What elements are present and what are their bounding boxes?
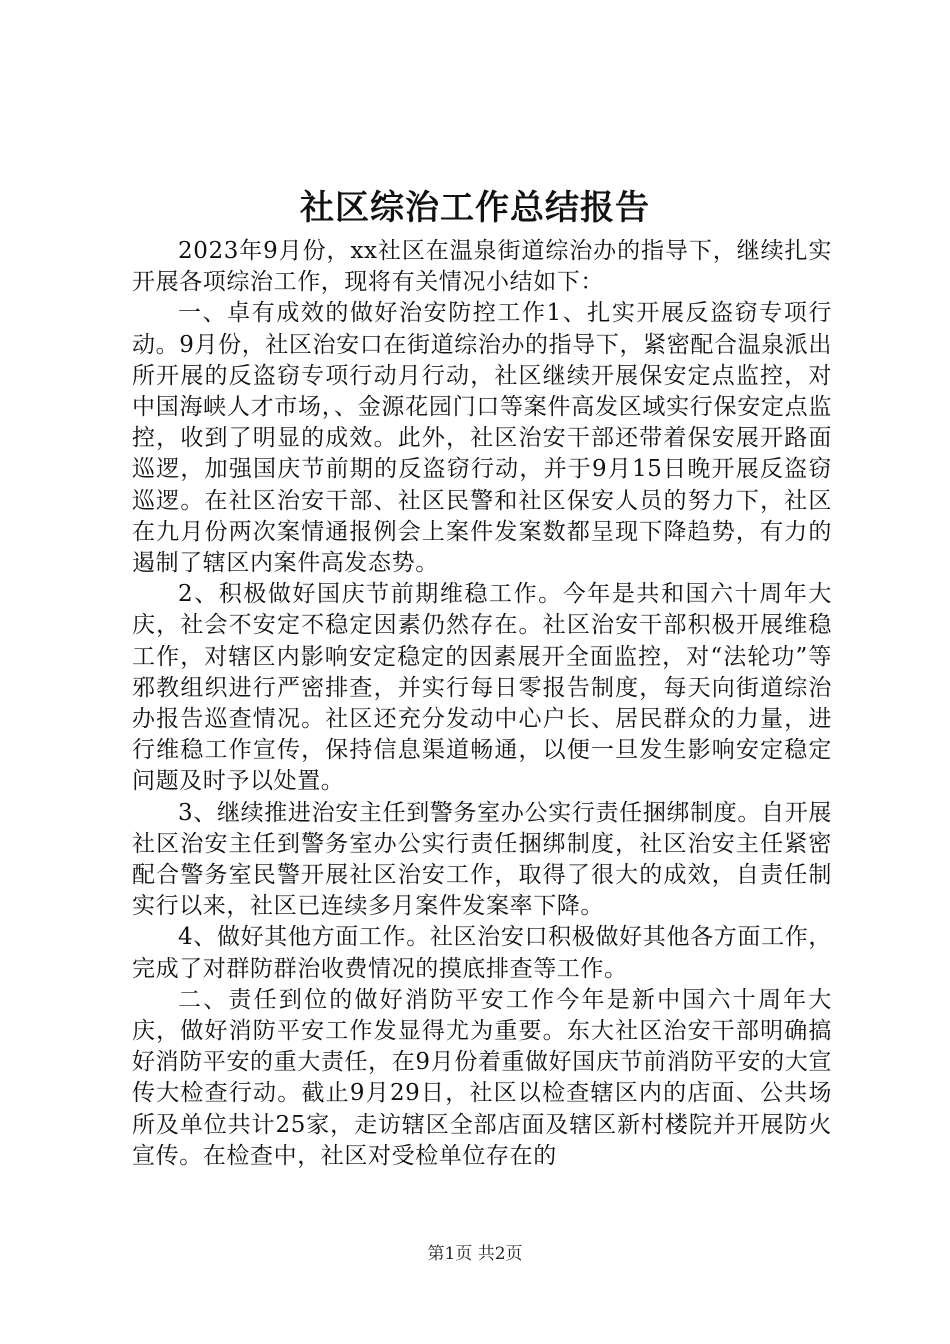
paragraph-section-2: 二、责任到位的做好消防平安工作今年是新中国六十周年大庆，做好消防平安工作发显得尤为重要。东大社区治安干部明确搞好消防平安的重大责任，在9月份着重做好国庆节前消防平安的大宣传大检查行动。截止9月29日，社区以检查辖区内的店面、公共场所及单位共计25家，走访辖区全部店面及辖区新村楼院并开展防火宣传。在检查中，社区对受检单位存在的 <box>132 986 832 1169</box>
paragraph-intro: 2023年9月份，xx社区在温泉街道综治办的指导下，继续扎实开展各项综治工作，现将有关情况小结如下： <box>132 238 832 296</box>
paragraph-item-2: 2、积极做好国庆节前期维稳工作。今年是共和国六十周年大庆，社会不安定不稳定因素仍然存在。社区治安干部积极开展维稳工作，对辖区内影响安定稳定的因素展开全面监控，对“法轮功”等邪教组织进行严密排查，并实行每日零报告制度，每天向街道综治办报告巡查情况。社区还充分发动中心户长、居民群众的力量，进行维稳工作宣传，保持信息渠道畅通，以便一旦发生影响安定稳定问题及时予以处置。 <box>132 581 832 795</box>
document-title: 社区综治工作总结报告 <box>300 188 650 228</box>
paragraph-item-3: 3、继续推进治安主任到警务室办公实行责任捆绑制度。自开展社区治安主任到警务室办公实行责任捆绑制度，社区治安主任紧密配合警务室民警开展社区治安工作，取得了很大的成效，自责任制实行以来，社区已连续多月案件发案率下降。 <box>132 799 832 920</box>
paragraph-item-4: 4、做好其他方面工作。社区治安口积极做好其他各方面工作，完成了对群防群治收费情况的摸底排查等工作。 <box>132 924 832 982</box>
document-body <box>132 236 832 1172</box>
paragraph-section-1: 一、卓有成效的做好治安防控工作1、扎实开展反盗窃专项行动。9月份，社区治安口在街道综治办的指导下，紧密配合温泉派出所开展的反盗窃专项行动月行动，社区继续开展保安定点监控，对中国海峡人才市场，、金源花园门口等案件高发区域实行保安定点监控，收到了明显的成效。此外，社区治安干部还带着保安展开路面巡逻，加强国庆节前期的反盗窃行动，并于9月15日晚开展反盗窃巡逻。在社区治安干部、社区民警和社区保安人员的努力下，社区在九月份两次案情通报例会上案件发案数都呈现下降趋势，有力的遏制了辖区内案件高发态势。 <box>132 300 832 577</box>
page-number-footer: 第1页 共2页 <box>427 1244 523 1264</box>
